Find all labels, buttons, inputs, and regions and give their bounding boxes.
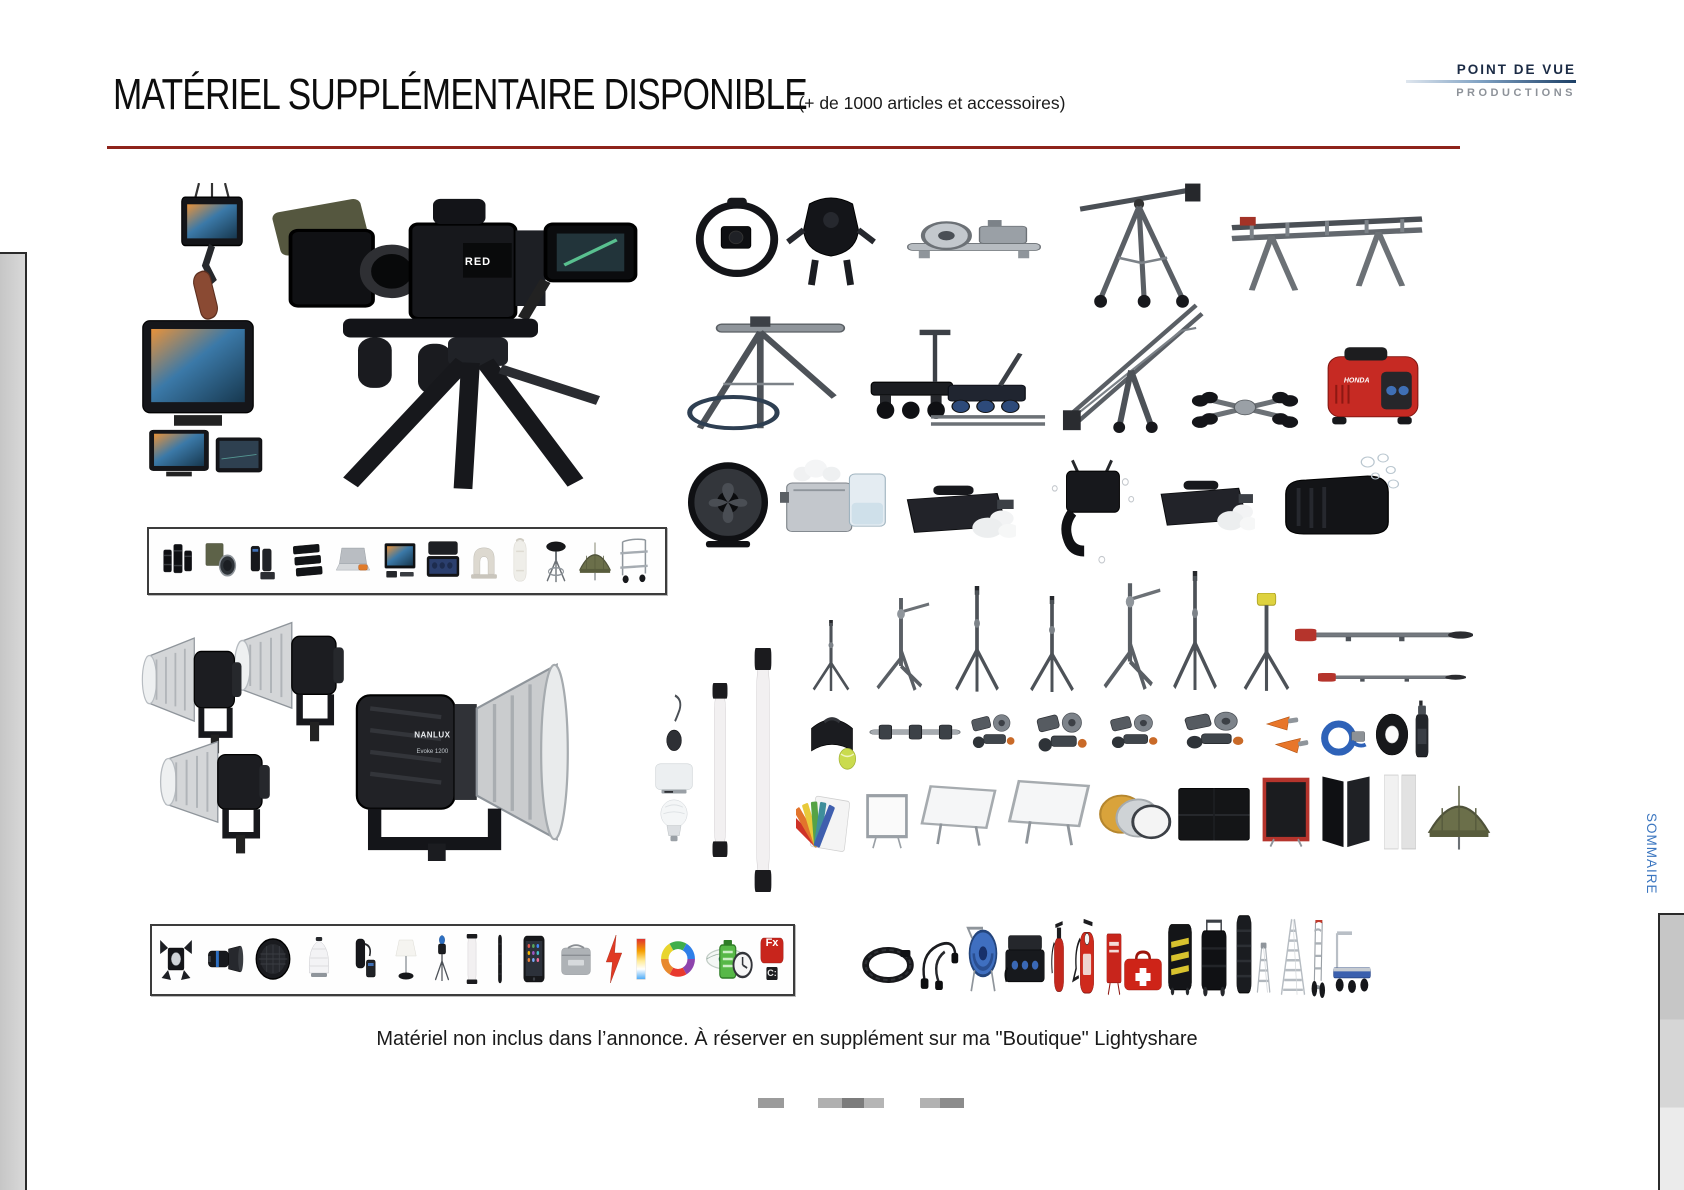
- field-monitor-large: [147, 428, 211, 480]
- lens-set: [160, 537, 196, 583]
- left-page-edge[interactable]: [0, 252, 27, 1190]
- honeycomb-grid: [252, 934, 294, 984]
- striped-road-case: [1163, 920, 1197, 996]
- magic-arm: [1100, 700, 1170, 764]
- light-stand-3: [1015, 596, 1089, 696]
- honda-generator: [1322, 336, 1424, 430]
- red-frame-flag: [1256, 774, 1316, 848]
- fog-machine: [898, 470, 1016, 548]
- tilt-head-clamp: [1172, 696, 1259, 766]
- jib-on-tripod: [1075, 181, 1203, 309]
- sommaire-tab[interactable]: SOMMAIRE: [1644, 813, 1659, 895]
- camera-head-mount: [467, 539, 501, 583]
- hazer-machine: [780, 456, 892, 546]
- logo-wordmark: POINT DE VUE: [1456, 62, 1576, 77]
- spider-dolly: [1186, 350, 1304, 432]
- thumbnail-bar-2: [818, 1098, 884, 1108]
- coiled-cable: [860, 938, 916, 988]
- platform-cart: [1330, 926, 1374, 998]
- mini-led-tripod: [427, 934, 457, 984]
- battery-kit: [246, 537, 282, 583]
- footer-caption: Matériel non inclus dans l’annonce. À réserver en supplément sur ma "Boutique" Lightyshare: [376, 1028, 1198, 1050]
- nanlux-evoke-1200-label: NANLUX: [414, 730, 451, 740]
- projection-attachment: [205, 934, 247, 984]
- led-tube-short: [703, 683, 737, 857]
- light-stand-1: [800, 620, 862, 694]
- wire-frame: [860, 788, 914, 852]
- floppy-cutter: [1172, 780, 1256, 850]
- black-rod: [490, 934, 510, 984]
- equipment-case: [424, 537, 462, 583]
- page-subtitle: (+ de 1000 articles et accessoires): [798, 93, 1066, 113]
- white-boards: [1377, 770, 1423, 854]
- first-aid-kit: [1122, 946, 1164, 996]
- hand-cart: [615, 537, 653, 585]
- red-cinema-camera-rig: [268, 180, 643, 495]
- production-monitor: [138, 316, 258, 434]
- slider-rail-system: [1228, 191, 1426, 299]
- gel-swatch-fan: [796, 780, 860, 857]
- clip-cord-light: [652, 693, 698, 757]
- boom-arm-2: [1318, 660, 1466, 696]
- tablet: [518, 934, 550, 984]
- page-title: MATÉRIEL SUPPLÉMENTAIRE DISPONIBLE: [113, 70, 807, 119]
- monitor-arm-rig: [158, 183, 266, 325]
- lightning-icon: [601, 934, 627, 984]
- battery-clock-icon: [716, 934, 754, 984]
- track-dolly: [926, 343, 1050, 431]
- diffusion-frame-2: [1002, 770, 1096, 850]
- cable-reel: [962, 924, 1004, 994]
- drive-stack: [289, 537, 325, 583]
- thumbnail-bar-3: [920, 1098, 964, 1108]
- speed-rail-clamps: [868, 710, 962, 757]
- thumbnail-bar-1: [758, 1098, 784, 1108]
- color-gradient-icon: [630, 936, 652, 982]
- fire-extinguisher: [1070, 916, 1104, 998]
- led-tube-mini: [460, 934, 484, 984]
- sandbag-tennis-ball: [800, 698, 864, 778]
- nanlux-evoke-1200-sublabel: Evoke 1200: [416, 749, 449, 755]
- black-v-flat: [1315, 770, 1377, 852]
- c-stand-1: [862, 596, 940, 696]
- fire-extinguisher-co2: [1046, 920, 1072, 996]
- field-monitor-small: [214, 436, 264, 480]
- fx-icon-label: Fx: [765, 936, 779, 949]
- olive-umbrella: [1424, 780, 1494, 854]
- boom-arm-1: [1295, 610, 1473, 662]
- orange-clips: [1259, 706, 1315, 766]
- body-support-vest: [782, 190, 880, 290]
- combo-stand: [1158, 571, 1232, 695]
- ring-gimbal: [688, 196, 786, 286]
- power-adapter: [650, 760, 698, 798]
- monitor-kit: [381, 537, 419, 583]
- diffusion-frame-1: [915, 776, 1002, 850]
- motorized-slider: [905, 206, 1043, 284]
- led-bulb: [652, 798, 696, 844]
- grip-hardware-1: [962, 700, 1026, 764]
- color-wheel-icon: [656, 936, 700, 982]
- tripod-slider-kit: [683, 306, 851, 436]
- led-tube-long: [744, 648, 782, 892]
- laptop: [333, 537, 373, 583]
- lantern-softbox: [299, 934, 339, 984]
- power-distro-case: [1002, 928, 1048, 992]
- bubble-machine: [1273, 450, 1401, 550]
- nanlux-carry-bag: [556, 936, 596, 982]
- spray-can: [1408, 698, 1436, 762]
- nanlite-monolight-3: [158, 726, 288, 856]
- studio-fan: [682, 460, 774, 552]
- tall-ladder: [1276, 916, 1310, 998]
- grip-hardware-2: [1026, 696, 1100, 770]
- right-page-edge[interactable]: [1658, 913, 1684, 1190]
- reflector-discs: [1098, 786, 1172, 850]
- fx-icon: [758, 934, 786, 984]
- green-dome-tent: [577, 539, 613, 583]
- nanlux-evoke-1200: [348, 643, 570, 861]
- red-cinema-camera-rig-label: RED: [464, 255, 492, 268]
- honda-generator-label: HONDA: [1343, 377, 1370, 385]
- fog-machine-2: [1153, 466, 1255, 540]
- fx-icon-sublabel: C:: [767, 968, 777, 978]
- white-carry-bag: [506, 537, 534, 585]
- filter-kit: [203, 537, 239, 583]
- cable-splitters: [915, 932, 963, 990]
- table-lamp: [389, 934, 423, 984]
- logo-subtitle: PRODUCTIONS: [1456, 87, 1576, 99]
- barn-door-light: [158, 934, 194, 984]
- pump-battery: [344, 934, 384, 984]
- rolling-hard-case: [1196, 918, 1232, 998]
- led-top-stand: [1228, 593, 1305, 695]
- step-ladder: [1254, 938, 1278, 996]
- light-stand-2: [940, 586, 1014, 696]
- stool: [539, 537, 573, 585]
- hanging-snow-machine: [1043, 456, 1141, 564]
- ratchet-strap: [1316, 710, 1370, 764]
